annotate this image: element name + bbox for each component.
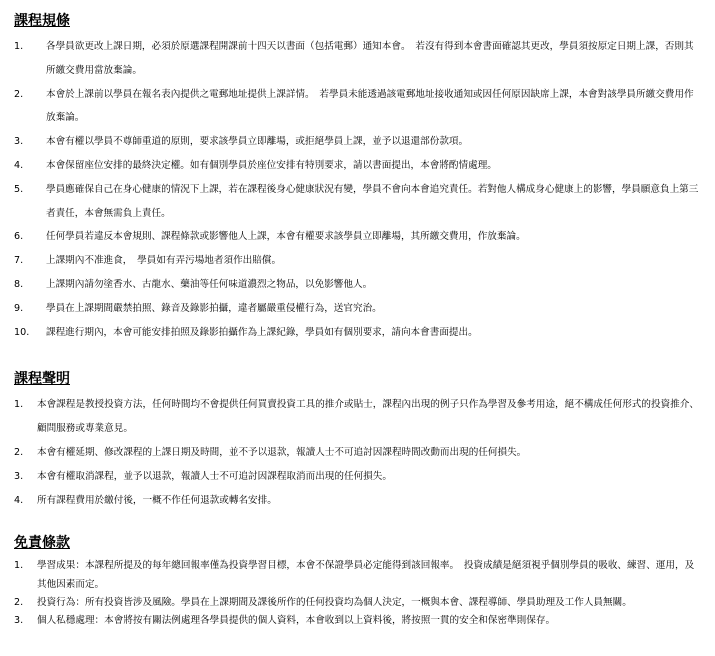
item-text: 投資行為：所有投資皆涉及風險。學員在上課期間及課後所作的任何投資均為個人決定，一概與本會、課程導師、學員助理及工作人員無關。	[37, 596, 632, 608]
item-text: 本會有權取消課程，並予以退款，報讀人士不可追討因課程取消而出現的任何損失。	[37, 470, 392, 482]
list-item	[14, 178, 701, 226]
course-rules-list	[14, 35, 701, 344]
list-item	[14, 393, 701, 441]
course-rules-section	[14, 12, 701, 344]
section-title-disclaimer: 免責條款	[14, 535, 70, 552]
item-number: 4.	[14, 159, 24, 171]
list-item	[14, 557, 701, 593]
list-item	[14, 249, 701, 273]
course-statement-list	[14, 393, 701, 512]
item-text: 學習成果：本課程所提及的每年總回報率僅為投資學習目標，本會不保證學員必定能得到該回報率。 投資成績是絕須視乎個別學員的吸收、練習、運用，及其他因素而定。	[37, 560, 695, 590]
item-text: 上課期內不准進食， 學員如有弄污場地者須作出賠償。	[46, 255, 282, 267]
disclaimer-list	[14, 557, 701, 630]
list-item	[14, 321, 701, 345]
item-number: 4.	[14, 494, 24, 506]
item-text: 任何學員若違反本會規則、課程條款或影響他人上課，本會有權要求該學員立即離場，其所繳交費用，作放棄論。	[46, 231, 526, 243]
list-item	[14, 297, 701, 321]
list-item	[14, 489, 701, 513]
item-text: 本會課程是教授投資方法，任何時間均不會提供任何買賣投資工具的推介或貼士，課程內出現的例子只作為學習及參考用途，絕不構成任何形式的投資推介、顧問服務或專業意見。	[37, 399, 699, 435]
list-item	[14, 35, 701, 83]
list-item	[14, 130, 701, 154]
item-number: 1.	[14, 41, 24, 52]
item-text: 所有課程費用於繳付後，一概不作任何退款或轉名安排。	[37, 494, 277, 506]
list-item	[14, 465, 701, 489]
item-number: 10.	[14, 326, 30, 338]
item-number: 2.	[14, 446, 24, 458]
section-title-course-statement: 課程聲明	[14, 371, 70, 388]
list-item	[14, 154, 701, 178]
item-text: 本會有權以學員不尊師重道的原則，要求該學員立即離場，或拒絕學員上課，並予以退還部份款項。	[46, 136, 469, 148]
list-item	[14, 612, 701, 630]
item-text: 課程進行期內，本會可能安排拍照及錄影拍攝作為上課紀錄，學員如有個別要求，請向本會書面提出。	[46, 326, 478, 338]
item-number: 3.	[14, 614, 24, 626]
item-number: 7.	[14, 255, 24, 267]
item-number: 9.	[14, 302, 24, 314]
item-text: 各學員欲更改上課日期，必須於原選課程開課前十四天以書面（包括電郵）通知本會。 若沒有得到本會書面確認其更改，學員須按原定日期上課，否則其所繳交費用當放棄論。	[46, 41, 694, 76]
item-text: 本會保留座位安排的最終決定權。如有個別學員於座位安排有特別要求，請以書面提出，本會將酌情處理。	[46, 159, 497, 171]
item-text: 上課期內請勿塗香水、古龍水、藥油等任何味道濃烈之物品，以免影響他人。	[46, 278, 373, 290]
item-number: 8.	[14, 278, 24, 290]
disclaimer-section	[14, 534, 701, 630]
item-number: 3.	[14, 136, 24, 148]
item-number: 2.	[14, 88, 24, 100]
item-number: 1.	[14, 399, 24, 411]
course-statement-section	[14, 370, 701, 512]
item-text: 本會於上課前以學員在報名表內提供之電郵地址提供上課詳情。 若學員未能透過該電郵地址接收通知或因任何原因缺席上課，本會對該學員所繳交費用作放棄論。	[46, 88, 694, 124]
item-number: 3.	[14, 470, 24, 482]
item-number: 5.	[14, 183, 24, 195]
item-number: 2.	[14, 596, 24, 608]
list-item	[14, 594, 701, 612]
item-text: 學員在上課期間嚴禁拍照、錄音及錄影拍攝，違者屬嚴重侵權行為，送官究治。	[46, 302, 382, 314]
item-text: 本會有權延期、修改課程的上課日期及時間，並不予以退款，報讀人士不可追討因課程時間改動而出現的任何損失。	[37, 446, 527, 458]
list-item	[14, 273, 701, 297]
section-title-course-rules: 課程規條	[14, 13, 70, 29]
item-number: 1.	[14, 560, 24, 572]
list-item	[14, 83, 701, 131]
list-item	[14, 225, 701, 249]
item-text: 學員應確保自己在身心健康的情況下上課，若在課程後身心健康狀況有變，學員不會向本會追究責任。若對他人構成身心健康上的影響，學員願意負上第三者責任，本會無需負上責任。	[46, 183, 699, 219]
item-text: 個人私穩處理：本會將按有關法例處理各學員提供的個人資料，本會收到以上資料後，將按照一貫的安全和保密準則保存。	[37, 614, 556, 626]
list-item	[14, 441, 701, 465]
item-number: 6.	[14, 231, 24, 243]
